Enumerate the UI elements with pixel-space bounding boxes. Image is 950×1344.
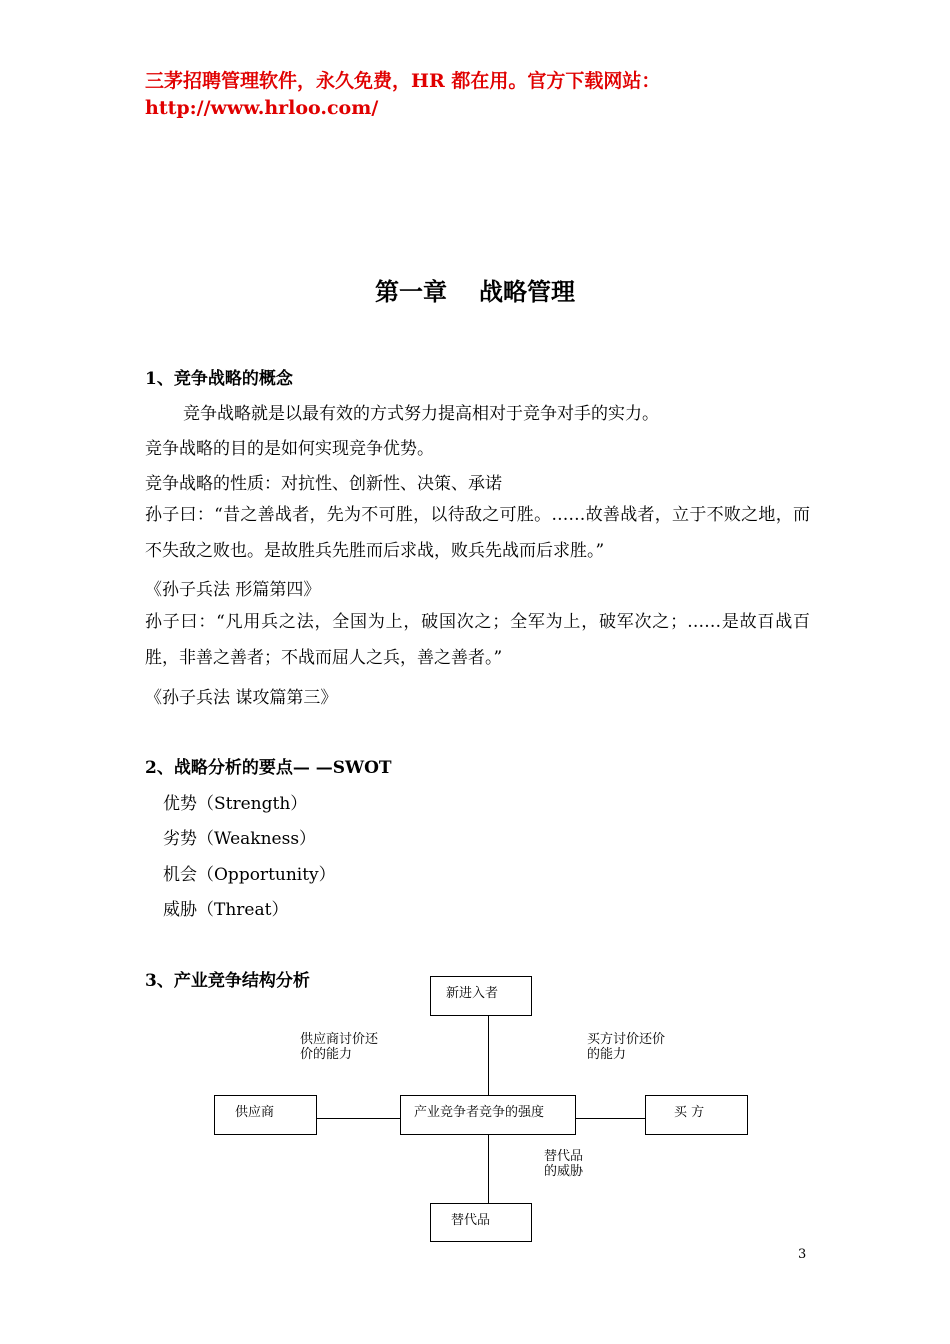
box-substitutes <box>430 1203 532 1242</box>
sunzi-source-2: 《孙子兵法 谋攻篇第三》 <box>145 688 338 708</box>
chapter-number: 第一章 <box>375 277 447 306</box>
new-entrants-label: 新进入者 <box>446 986 499 1001</box>
substitutes-label: 替代品 <box>451 1213 491 1228</box>
box-suppliers <box>214 1095 317 1135</box>
box-buyers <box>645 1095 748 1135</box>
chapter-name: 战略管理 <box>479 277 575 306</box>
suppliers-label: 供应商 <box>235 1105 275 1120</box>
section1-line2: 竞争战略的目的是如何实现竞争优势。 <box>145 439 434 459</box>
chapter-title <box>0 272 950 307</box>
swot-item-opportunity: 机会（Opportunity） <box>163 865 336 885</box>
buyers-label: 买 方 <box>674 1105 705 1120</box>
section1-line1: 竞争战略就是以最有效的方式努力提高相对于竞争对手的实力。 <box>183 404 659 424</box>
substitute-threat-label: 替代品的威胁 <box>544 1149 584 1179</box>
supplier-power-label: 供应商讨价还价的能力 <box>300 1032 379 1062</box>
connector-rivalry-buyers <box>575 1118 646 1119</box>
header-ad-link[interactable]: 三茅招聘管理软件，永久免费，HR 都在用。官方下载网站：http://www.hrloo.com/ <box>145 70 661 119</box>
buyer-power-label: 买方讨价还价的能力 <box>587 1032 666 1062</box>
section1-heading: 1、竞争战略的概念 <box>145 369 293 389</box>
section3-heading: 3、产业竞争结构分析 <box>145 971 310 991</box>
sunzi-source-1: 《孙子兵法 形篇第四》 <box>145 580 321 600</box>
connector-entrants-rivalry <box>488 1014 489 1096</box>
page-number: 3 <box>798 1247 807 1262</box>
sunzi-quote-1: 孙子曰：“昔之善战者，先为不可胜，以待敌之可胜。……故善战者，立于不败之地，而不失敌之败也。是故胜兵先胜而后求战，败兵先战而后求胜。” <box>145 505 810 561</box>
swot-item-threat: 威胁（Threat） <box>163 900 289 920</box>
box-rivalry <box>400 1095 576 1135</box>
sunzi-quote-2: 孙子曰：“凡用兵之法，全国为上，破国次之；全军为上，破军次之；……是故百战百胜，非善之善者；不战而屈人之兵，善之善者。” <box>145 612 810 668</box>
rivalry-label: 产业竞争者竞争的强度 <box>414 1105 545 1120</box>
connector-rivalry-substitutes <box>488 1134 489 1204</box>
connector-suppliers-rivalry <box>316 1118 401 1119</box>
section1-line3: 竞争战略的性质：对抗性、创新性、决策、承诺 <box>145 474 502 494</box>
section2-heading: 2、战略分析的要点— —SWOT <box>145 758 392 778</box>
swot-item-weakness: 劣势（Weakness） <box>163 829 317 849</box>
swot-item-strength: 优势（Strength） <box>163 794 308 814</box>
box-new-entrants <box>430 976 532 1016</box>
